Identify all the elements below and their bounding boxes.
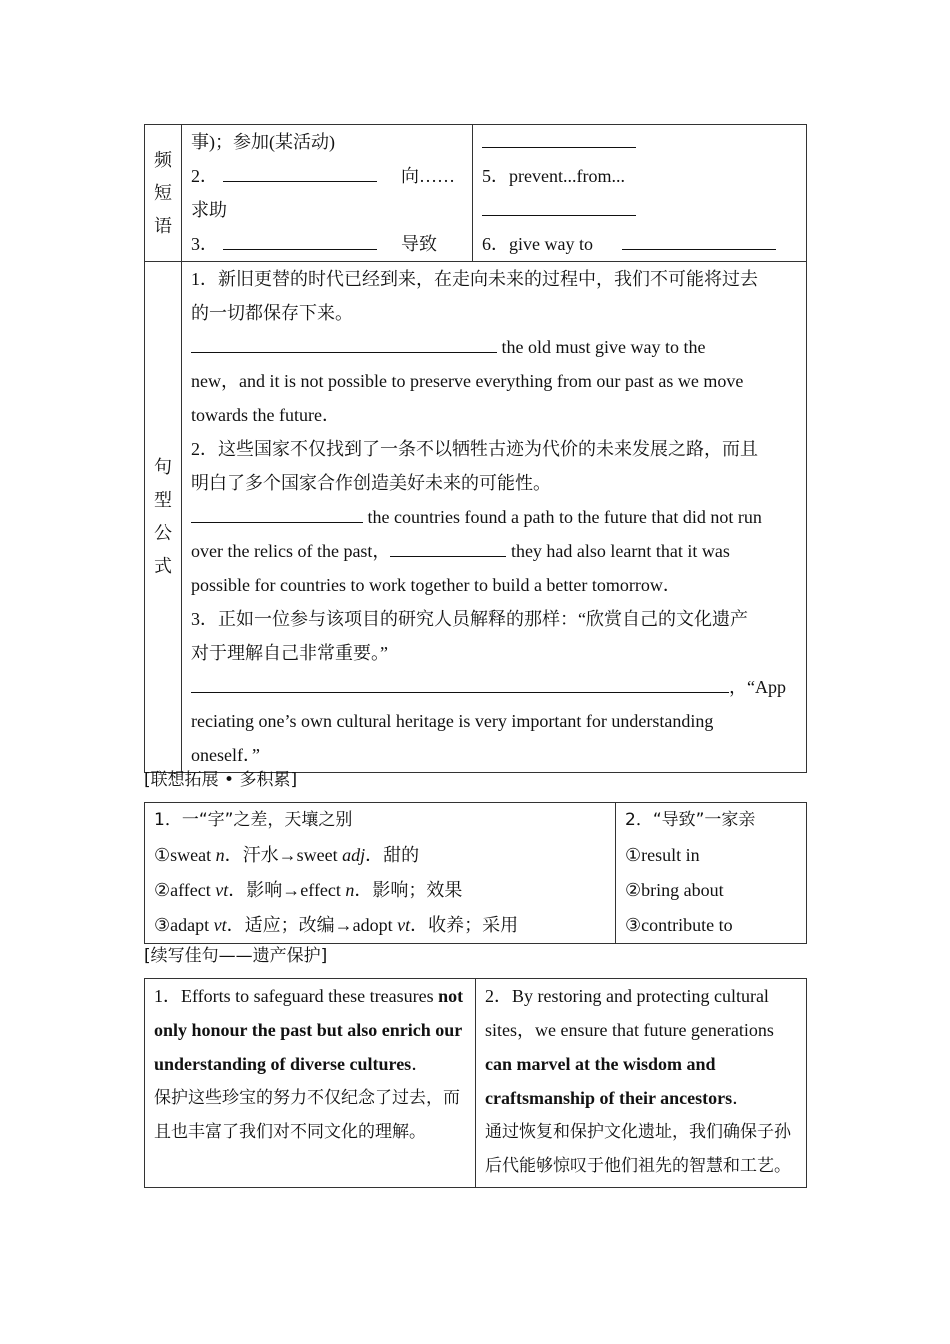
association-label: [联想拓展 • 多积累]: [144, 770, 298, 790]
association-title: 1．一“字”之差，天壤之别: [154, 810, 353, 830]
continuation-label: [续写佳句——遗产保护]: [144, 946, 328, 966]
association-left-cell: [145, 803, 616, 944]
sentence-line: possible for countries to work together to build a better tomorrow．: [191, 575, 681, 595]
word-pair-item: ①sweat n．汗水→sweet adj．甜的: [154, 845, 420, 865]
sentences-row: [145, 262, 807, 773]
phrase-line: 求助: [191, 200, 227, 220]
phrase-line: 3． 导致: [191, 227, 463, 261]
association-right-cell: [616, 803, 807, 944]
answer-blank[interactable]: [191, 332, 497, 353]
word-pair-item: ②affect vt．影响→effect n．影响；效果: [154, 880, 463, 900]
sentence-line: the old must give way to the: [191, 330, 797, 364]
answer-blank[interactable]: [191, 672, 729, 693]
answer-blank[interactable]: [223, 161, 377, 182]
phrase-item: ③contribute to: [625, 915, 733, 935]
sentence-line: 的一切都保存下来。: [191, 303, 353, 323]
phrases-left-cell: [182, 125, 473, 262]
phrases-header: 频 短 语: [145, 125, 182, 262]
sentences-cell: [182, 262, 807, 773]
association-table: [144, 802, 807, 944]
sentence-line: 1．新旧更替的时代已经到来，在走向未来的过程中，我们不可能将过去: [191, 269, 758, 289]
answer-blank[interactable]: [482, 195, 636, 216]
sentence-line: 3．正如一位参与该项目的研究人员解释的那样：“欣赏自己的文化遗产: [191, 609, 748, 629]
phrase-line: [482, 193, 797, 227]
association-title: 2．“导致”一家亲: [625, 810, 756, 830]
sentence-line: 对于理解自己非常重要。”: [191, 643, 388, 663]
phrase-line: 2． 向……: [191, 159, 463, 193]
sentence-line: over the relics of the past， they had also learnt that it was: [191, 534, 797, 568]
phrases-right-cell: [473, 125, 807, 262]
continuation-left-cell: 1．Efforts to safeguard these treasures not only honour the past but also enrich our understanding of diverse cultures． 保护这些珍宝的努力不仅纪念了过去，而且也丰富了我们对不同文化的理解。: [145, 979, 476, 1188]
sentence-line: 2．这些国家不仅找到了一条不以牺牲古迹为代价的未来发展之路，而且: [191, 439, 758, 459]
answer-blank[interactable]: [223, 229, 377, 250]
translation: 通过恢复和保护文化遗址，我们确保子孙后代能够惊叹于他们祖先的智慧和工艺。: [485, 1122, 791, 1176]
sentence-line: ，“App: [191, 670, 797, 704]
sentence-line: oneself．”: [191, 745, 260, 765]
phrase-line: [482, 125, 797, 159]
sentence-line: towards the future．: [191, 405, 340, 425]
continuation-table: [144, 978, 807, 1188]
sentence-line: the countries found a path to the future that did not run: [191, 500, 797, 534]
answer-blank[interactable]: [482, 127, 636, 148]
phrase-line: 5．prevent...from...: [482, 166, 625, 186]
phrase-line: 事)；参加(某活动): [191, 132, 335, 152]
answer-blank[interactable]: [622, 229, 776, 250]
translation: 保护这些珍宝的努力不仅纪念了过去，而且也丰富了我们对不同文化的理解。: [154, 1088, 460, 1142]
phrase-line: 6．give way to: [482, 227, 797, 261]
vocab-table: [144, 124, 807, 773]
sentence-line: new，and it is not possible to preserve everything from our past as we move: [191, 371, 744, 391]
sentences-header: 句 型 公 式: [145, 262, 182, 773]
phrase-item: ①result in: [625, 845, 700, 865]
sentence-line: 明白了多个国家合作创造美好未来的可能性。: [191, 473, 551, 493]
continuation-right-cell: 2．By restoring and protecting cultural sites，we ensure that future generations can marvel at the wisdom and craftsmanship of their ancestors． 通过恢复和保护文化遗址，我们确保子孙后代能够惊叹于他们祖先的智慧和工艺。: [476, 979, 807, 1188]
phrases-row: [145, 125, 807, 262]
phrase-item: ②bring about: [625, 880, 724, 900]
answer-blank[interactable]: [191, 502, 363, 523]
word-pair-item: ③adapt vt．适应；改编→adopt vt．收养；采用: [154, 915, 519, 935]
answer-blank[interactable]: [390, 536, 506, 557]
sentence-line: reciating one’s own cultural heritage is very important for understanding: [191, 711, 714, 731]
